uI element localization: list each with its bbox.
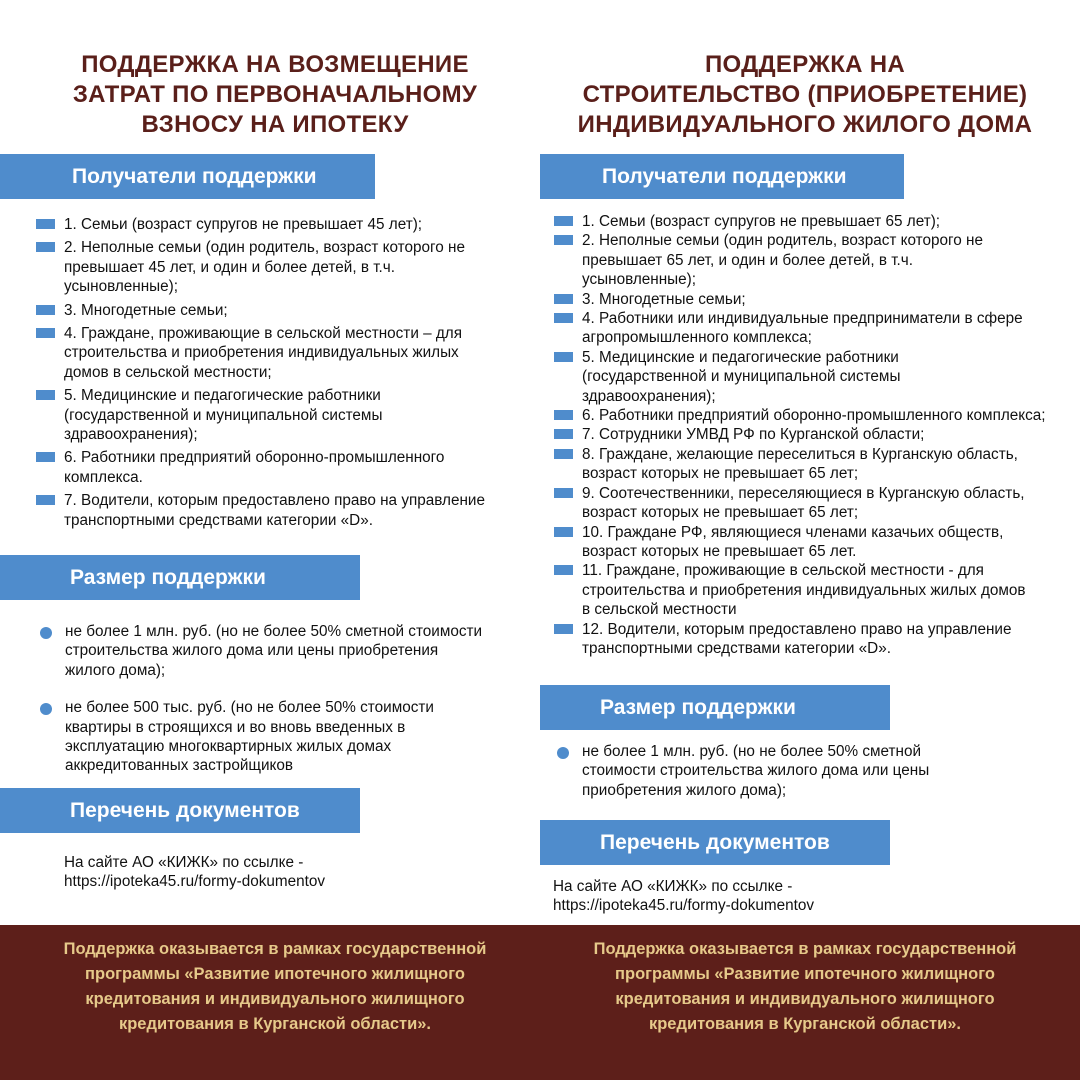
right-size-heading: Размер поддержки: [540, 685, 890, 730]
list-item: не более 1 млн. руб. (но не более 50% сметной стоимости строительства жилого дома или цены приобретения жилого дома);: [37, 622, 487, 680]
square-bullet-icon: [36, 242, 55, 252]
round-bullet-icon: [40, 627, 52, 639]
left-size-list: [37, 622, 487, 776]
list-item: 4. Работники или индивидуальные предприниматели в сфере агропромышленного комплекса;: [554, 309, 1064, 348]
list-item: 1. Семьи (возраст супругов не превышает 45 лет);: [36, 215, 501, 234]
list-item: 5. Медицинские и педагогические работники (государственной и муниципальной системы здравоохранения);: [554, 348, 1064, 406]
square-bullet-icon: [36, 305, 55, 315]
square-bullet-icon: [36, 452, 55, 462]
square-bullet-icon: [554, 410, 573, 420]
footer-right-text: Поддержка оказывается в рамках государственной программы «Развитие ипотечного жилищного кредитования и индивидуального жилищного кредитования в Курганской области».: [593, 940, 1017, 1033]
square-bullet-icon: [554, 216, 573, 226]
list-item: 5. Медицинские и педагогические работники (государственной и муниципальной системы здравоохранения);: [36, 386, 501, 444]
round-bullet-icon: [557, 747, 569, 759]
list-item: 8. Граждане, желающие переселиться в Курганскую область, возраст которых не превышает 65 лет;: [554, 445, 1064, 484]
list-item: не более 500 тыс. руб. (но не более 50% стоимости квартиры в строящихся и во вновь введенных в эксплуатацию многоквартирных жилых домах аккредитованных застройщиков: [37, 698, 487, 776]
square-bullet-icon: [554, 449, 573, 459]
square-bullet-icon: [554, 429, 573, 439]
left-column: [0, 0, 540, 925]
square-bullet-icon: [36, 219, 55, 229]
right-size-list: [554, 742, 974, 800]
square-bullet-icon: [554, 565, 573, 575]
list-item: 11. Граждане, проживающие в сельской местности - для строительства и приобретения индивидуальных жилых домов в сельской местности: [554, 561, 1064, 619]
list-item: 3. Многодетные семьи;: [554, 290, 1064, 309]
square-bullet-icon: [554, 294, 573, 304]
left-docs-text: На сайте АО «КИЖК» по ссылке - https://ipoteka45.ru/formy-dokumentov: [64, 853, 504, 892]
list-item: 2. Неполные семьи (один родитель, возраст которого не превышает 65 лет, и один и более детей, в т.ч. усыновленные);: [554, 231, 1064, 289]
square-bullet-icon: [554, 488, 573, 498]
square-bullet-icon: [554, 527, 573, 537]
footer-left-text: Поддержка оказывается в рамках государственной программы «Развитие ипотечного жилищного кредитования и индивидуального жилищного кредитования в Курганской области».: [63, 940, 487, 1033]
left-recipients-heading: Получатели поддержки: [0, 154, 375, 199]
left-docs-heading: Перечень документов: [0, 788, 360, 833]
list-item: 6. Работники предприятий оборонно-промышленного комплекса.: [36, 448, 501, 487]
right-recipients-list: [554, 212, 1064, 658]
list-item: 9. Соотечественники, переселяющиеся в Курганскую область, возраст которых не превышает 65 лет;: [554, 484, 1064, 523]
square-bullet-icon: [554, 235, 573, 245]
right-docs-heading: Перечень документов: [540, 820, 890, 865]
list-item: 12. Водители, которым предоставлено право на управление транспортными средствами категории «D».: [554, 620, 1064, 659]
square-bullet-icon: [554, 313, 573, 323]
footer-band: [0, 925, 1080, 1080]
left-size-heading: Размер поддержки: [0, 555, 360, 600]
list-item: не более 1 млн. руб. (но не более 50% сметной стоимости строительства жилого дома или цены приобретения жилого дома);: [554, 742, 974, 800]
square-bullet-icon: [554, 352, 573, 362]
list-item: 1. Семьи (возраст супругов не превышает 65 лет);: [554, 212, 1064, 231]
right-docs-text: На сайте АО «КИЖК» по ссылке - https://ipoteka45.ru/formy-dokumentov: [553, 877, 993, 916]
square-bullet-icon: [554, 624, 573, 634]
list-item: 3. Многодетные семьи;: [36, 301, 501, 320]
right-recipients-heading: Получатели поддержки: [540, 154, 904, 199]
docs-link[interactable]: https://ipoteka45.ru/formy-dokumentov: [553, 897, 815, 915]
list-item: 7. Сотрудники УМВД РФ по Курганской области;: [554, 425, 1064, 444]
left-title: ПОДДЕРЖКА НА ВОЗМЕЩЕНИЕ ЗАТРАТ ПО ПЕРВОНАЧАЛЬНОМУ ВЗНОСУ НА ИПОТЕКУ: [72, 51, 478, 138]
right-column: [540, 0, 1080, 925]
square-bullet-icon: [36, 328, 55, 338]
docs-link[interactable]: https://ipoteka45.ru/formy-dokumentov: [64, 873, 326, 891]
right-title: ПОДДЕРЖКА НА СТРОИТЕЛЬСТВО (ПРИОБРЕТЕНИЕ) ИНДИВИДУАЛЬНОГО ЖИЛОГО ДОМА: [577, 51, 1033, 138]
list-item: 7. Водители, которым предоставлено право на управление транспортными средствами категории «D».: [36, 491, 501, 530]
round-bullet-icon: [40, 703, 52, 715]
square-bullet-icon: [36, 495, 55, 505]
list-item: 10. Граждане РФ, являющиеся членами казачьих обществ, возраст которых не превышает 65 лет.: [554, 523, 1064, 562]
list-item: 6. Работники предприятий оборонно-промышленного комплекса;: [554, 406, 1064, 425]
list-item: 4. Граждане, проживающие в сельской местности – для строительства и приобретения индивидуальных жилых домов в сельской местности;: [36, 324, 501, 382]
square-bullet-icon: [36, 390, 55, 400]
list-item: 2. Неполные семьи (один родитель, возраст которого не превышает 45 лет, и один и более детей, в т.ч. усыновленные);: [36, 238, 501, 296]
left-recipients-list: [36, 215, 501, 530]
